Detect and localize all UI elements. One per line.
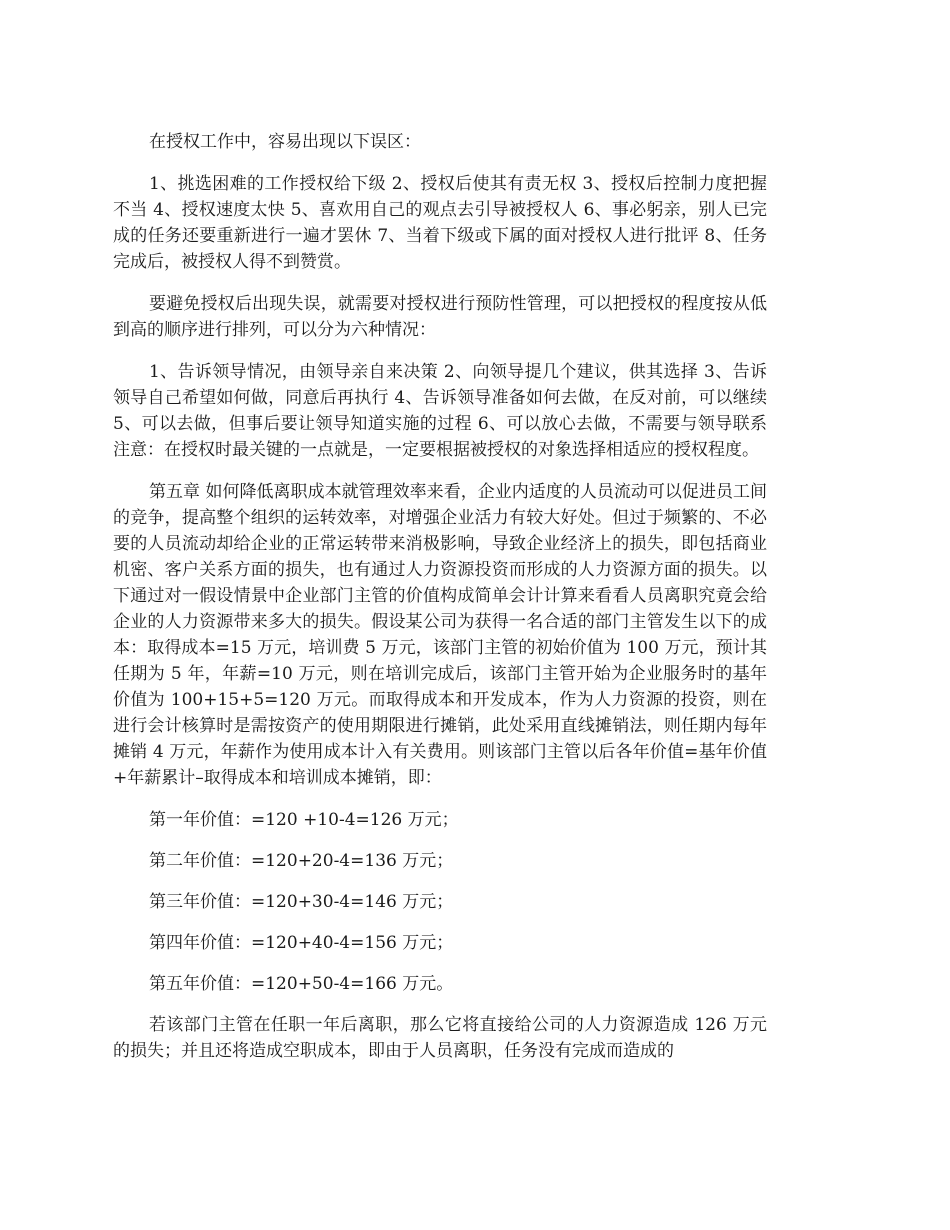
paragraph-prevention: 要避免授权后出现失误，就需要对授权进行预防性管理，可以把授权的程度按从低到高的顺序进行排列，可以分为六种情况： bbox=[113, 294, 767, 340]
document-page bbox=[113, 129, 767, 1080]
calc-year-3: 第三年价值：=120+30-4=146 万元； bbox=[149, 892, 454, 912]
paragraph-authorization-levels: 1、告诉领导情况，由领导亲自来决策 2、向领导提几个建议，供其选择 3、告诉领导自己希望如何做，同意后再执行 4、告诉领导准备如何去做，在反对前，可以继续 5、可以去做，但事后要让领导知道实施的过程 6、可以放心去做，不需要与领导联系注意：在授权时最关键的一点就是，一定要根据被授权的对象选择相适应的授权程度。 bbox=[113, 362, 767, 460]
paragraph-closing: 若该部门主管在任职一年后离职，那么它将直接给公司的人力资源造成 126 万元的损失；并且还将造成空职成本，即由于人员离职，任务没有完成而造成的 bbox=[113, 1015, 767, 1061]
calc-year-2: 第二年价值：=120+20-4=136 万元； bbox=[149, 851, 454, 871]
paragraph-mistakes-list: 1、挑选困难的工作授权给下级 2、授权后使其有责无权 3、授权后控制力度把握不当 4、授权速度太快 5、喜欢用自己的观点去引导被授权人 6、事必躬亲，别人已完成的任务还要重新进行一遍才罢休 7、当着下级或下属的面对授权人进行批评 8、任务完成后，被授权人得不到赞赏。 bbox=[113, 174, 767, 272]
paragraph-chapter-five: 第五章 如何降低离职成本就管理效率来看，企业内适度的人员流动可以促进员工间的竞争，提高整个组织的运转效率，对增强企业活力有较大好处。但过于频繁的、不必要的人员流动却给企业的正常运转带来消极影响，导致企业经济上的损失，即包括商业机密、客户关系方面的损失，也有通过人力资源投资而形成的人力资源方面的损失。以下通过对一假设情景中企业部门主管的价值构成简单会计计算来看看人员离职究竟会给企业的人力资源带来多大的损失。假设某公司为获得一名合适的部门主管发生以下的成本：取得成本=15 万元，培训费 5 万元，该部门主管的初始价值为 100 万元，预计其任期为 5 年，年薪=10 万元，则在培训完成后，该部门主管开始为企业服务时的基年价值为 100+15+5=120 万元。而取得成本和开发成本，作为人力资源的投资，则在进行会计核算时是需按资产的使用期限进行摊销，此处采用直线摊销法，则任期内每年摊销 4 万元，年薪作为使用成本计入有关费用。则该部门主管以后各年价值=基年价值+年薪累计–取得成本和培训成本摊销，即： bbox=[113, 482, 767, 788]
paragraph-intro: 在授权工作中，容易出现以下误区： bbox=[149, 132, 421, 152]
calc-year-4: 第四年价值：=120+40-4=156 万元； bbox=[149, 933, 454, 953]
calc-year-5: 第五年价值：=120+50-4=166 万元。 bbox=[149, 974, 454, 994]
calc-year-1: 第一年价值：=120 +10-4=126 万元； bbox=[149, 810, 459, 830]
